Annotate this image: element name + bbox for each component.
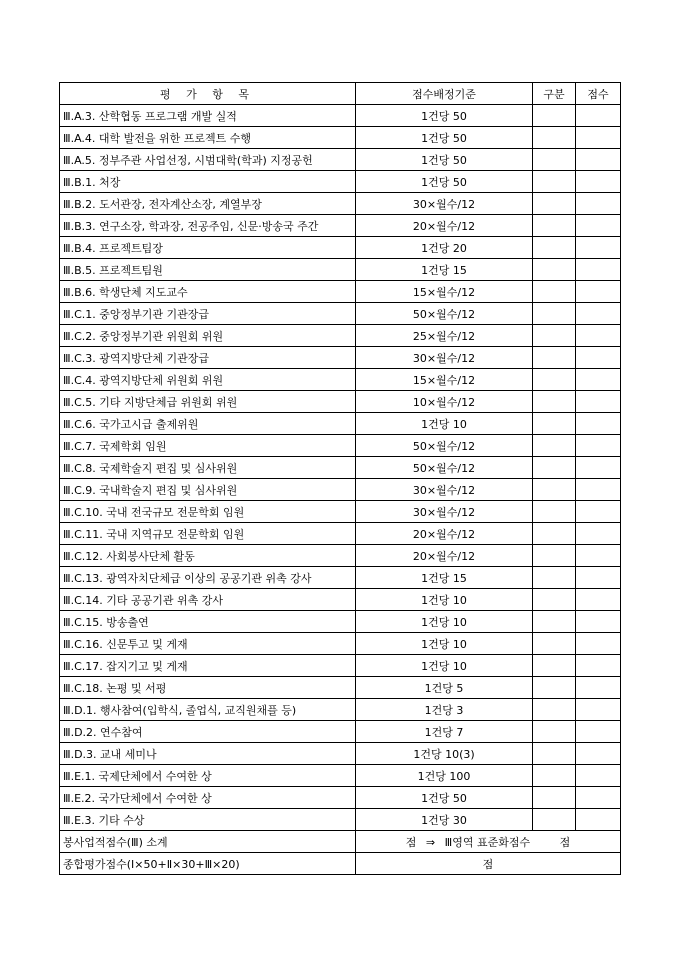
row-category-cell	[533, 655, 576, 677]
row-item: Ⅲ.C.4. 광역지방단체 위원회 위원	[60, 369, 356, 391]
row-criteria: 1건당 3	[356, 699, 533, 721]
row-category-cell	[533, 281, 576, 303]
row-category-cell	[533, 677, 576, 699]
row-criteria: 1건당 50	[356, 787, 533, 809]
row-criteria: 20×월수/12	[356, 215, 533, 237]
row-category-cell	[533, 787, 576, 809]
row-score-cell	[576, 567, 621, 589]
table-row	[60, 325, 621, 347]
table-row	[60, 413, 621, 435]
table-row	[60, 611, 621, 633]
row-item: Ⅲ.C.11. 국내 지역규모 전문학회 임원	[60, 523, 356, 545]
row-item: Ⅲ.C.7. 국제학회 임원	[60, 435, 356, 457]
table-row	[60, 545, 621, 567]
row-category-cell	[533, 171, 576, 193]
table-row	[60, 523, 621, 545]
total-label: 종합평가점수(Ⅰ×50+Ⅱ×30+Ⅲ×20)	[60, 853, 356, 875]
row-criteria: 30×월수/12	[356, 193, 533, 215]
row-criteria: 1건당 50	[356, 171, 533, 193]
row-score-cell	[576, 259, 621, 281]
row-item: Ⅲ.D.1. 행사참여(입학식, 졸업식, 교직원채플 등)	[60, 699, 356, 721]
row-criteria: 20×월수/12	[356, 545, 533, 567]
table-row	[60, 809, 621, 831]
row-criteria: 30×월수/12	[356, 347, 533, 369]
table-row	[60, 743, 621, 765]
row-item: Ⅲ.C.2. 중앙정부기관 위원회 위원	[60, 325, 356, 347]
table-row	[60, 347, 621, 369]
table-row	[60, 127, 621, 149]
table-row	[60, 391, 621, 413]
row-category-cell	[533, 369, 576, 391]
table-row	[60, 435, 621, 457]
row-criteria: 20×월수/12	[356, 523, 533, 545]
row-category-cell	[533, 611, 576, 633]
row-item: Ⅲ.A.5. 정부주관 사업선정, 시범대학(학과) 지정공헌	[60, 149, 356, 171]
row-criteria: 30×월수/12	[356, 501, 533, 523]
table-row	[60, 677, 621, 699]
row-criteria: 30×월수/12	[356, 479, 533, 501]
row-score-cell	[576, 677, 621, 699]
table-row	[60, 721, 621, 743]
row-criteria: 1건당 7	[356, 721, 533, 743]
row-score-cell	[576, 237, 621, 259]
row-category-cell	[533, 149, 576, 171]
row-criteria: 10×월수/12	[356, 391, 533, 413]
row-criteria: 1건당 50	[356, 149, 533, 171]
row-category-cell	[533, 633, 576, 655]
row-item: Ⅲ.C.10. 국내 전국규모 전문학회 임원	[60, 501, 356, 523]
row-category-cell	[533, 391, 576, 413]
row-criteria: 1건당 10(3)	[356, 743, 533, 765]
row-criteria: 1건당 10	[356, 589, 533, 611]
total-row	[60, 853, 621, 875]
row-item: Ⅲ.C.1. 중앙정부기관 기관장급	[60, 303, 356, 325]
row-score-cell	[576, 281, 621, 303]
table-row	[60, 105, 621, 127]
table-row	[60, 655, 621, 677]
table-row	[60, 765, 621, 787]
row-category-cell	[533, 765, 576, 787]
row-category-cell	[533, 809, 576, 831]
row-category-cell	[533, 347, 576, 369]
row-score-cell	[576, 787, 621, 809]
row-category-cell	[533, 193, 576, 215]
row-item: Ⅲ.B.4. 프로젝트팀장	[60, 237, 356, 259]
table-row	[60, 281, 621, 303]
row-category-cell	[533, 743, 576, 765]
row-score-cell	[576, 325, 621, 347]
row-criteria: 1건당 15	[356, 259, 533, 281]
row-score-cell	[576, 149, 621, 171]
row-score-cell	[576, 501, 621, 523]
table-row	[60, 259, 621, 281]
header-row	[60, 83, 621, 105]
row-score-cell	[576, 457, 621, 479]
row-item: Ⅲ.C.9. 국내학술지 편집 및 심사위원	[60, 479, 356, 501]
row-criteria: 15×월수/12	[356, 369, 533, 391]
row-criteria: 1건당 20	[356, 237, 533, 259]
header-category: 구분	[533, 83, 576, 105]
table-row	[60, 699, 621, 721]
row-score-cell	[576, 765, 621, 787]
row-item: Ⅲ.C.18. 논평 및 서평	[60, 677, 356, 699]
row-item: Ⅲ.E.1. 국제단체에서 수여한 상	[60, 765, 356, 787]
subtotal-value-cell	[356, 831, 621, 853]
table-row	[60, 457, 621, 479]
table-row	[60, 567, 621, 589]
table-row	[60, 303, 621, 325]
table-row	[60, 193, 621, 215]
row-category-cell	[533, 523, 576, 545]
row-score-cell	[576, 523, 621, 545]
row-category-cell	[533, 721, 576, 743]
row-item: Ⅲ.C.15. 방송출연	[60, 611, 356, 633]
row-score-cell	[576, 589, 621, 611]
header-score: 점수	[576, 83, 621, 105]
table-row	[60, 149, 621, 171]
row-score-cell	[576, 105, 621, 127]
row-criteria: 1건당 5	[356, 677, 533, 699]
row-item: Ⅲ.A.3. 산학협동 프로그램 개발 실적	[60, 105, 356, 127]
row-score-cell	[576, 391, 621, 413]
row-category-cell	[533, 501, 576, 523]
row-criteria: 1건당 30	[356, 809, 533, 831]
row-item: Ⅲ.E.2. 국가단체에서 수여한 상	[60, 787, 356, 809]
row-category-cell	[533, 105, 576, 127]
row-category-cell	[533, 589, 576, 611]
row-category-cell	[533, 699, 576, 721]
row-score-cell	[576, 193, 621, 215]
row-criteria: 1건당 10	[356, 655, 533, 677]
row-score-cell	[576, 633, 621, 655]
row-item: Ⅲ.C.13. 광역자치단체급 이상의 공공기관 위촉 강사	[60, 567, 356, 589]
row-score-cell	[576, 743, 621, 765]
table-row	[60, 501, 621, 523]
row-criteria: 1건당 15	[356, 567, 533, 589]
standardized-score-label: Ⅲ영역 표준화점수	[444, 835, 531, 849]
row-criteria: 1건당 50	[356, 105, 533, 127]
table-body	[60, 105, 621, 831]
row-item: Ⅲ.C.17. 잡지기고 및 게재	[60, 655, 356, 677]
row-score-cell	[576, 347, 621, 369]
row-category-cell	[533, 457, 576, 479]
row-item: Ⅲ.D.2. 연수참여	[60, 721, 356, 743]
total-points: 점	[356, 853, 621, 875]
row-criteria: 50×월수/12	[356, 435, 533, 457]
row-category-cell	[533, 127, 576, 149]
row-item: Ⅲ.E.3. 기타 수상	[60, 809, 356, 831]
header-criteria: 점수배정기준	[356, 83, 533, 105]
row-item: Ⅲ.C.16. 신문투고 및 게재	[60, 633, 356, 655]
row-score-cell	[576, 721, 621, 743]
row-item: Ⅲ.C.8. 국제학술지 편집 및 심사위원	[60, 457, 356, 479]
row-item: Ⅲ.C.3. 광역지방단체 기관장급	[60, 347, 356, 369]
row-item: Ⅲ.B.6. 학생단체 지도교수	[60, 281, 356, 303]
row-category-cell	[533, 303, 576, 325]
row-score-cell	[576, 545, 621, 567]
row-criteria: 1건당 10	[356, 611, 533, 633]
row-score-cell	[576, 699, 621, 721]
row-score-cell	[576, 479, 621, 501]
row-item: Ⅲ.B.2. 도서관장, 전자계산소장, 계열부장	[60, 193, 356, 215]
table-row	[60, 589, 621, 611]
header-item: 평 가 항 목	[60, 83, 356, 105]
evaluation-table	[59, 82, 621, 875]
row-score-cell	[576, 655, 621, 677]
row-item: Ⅲ.B.1. 처장	[60, 171, 356, 193]
row-score-cell	[576, 809, 621, 831]
row-criteria: 50×월수/12	[356, 303, 533, 325]
row-score-cell	[576, 127, 621, 149]
row-item: Ⅲ.A.4. 대학 발전을 위한 프로젝트 수행	[60, 127, 356, 149]
arrow-icon: ⇒	[425, 835, 436, 849]
row-score-cell	[576, 611, 621, 633]
row-category-cell	[533, 215, 576, 237]
subtotal-row	[60, 831, 621, 853]
row-category-cell	[533, 435, 576, 457]
subtotal-label: 봉사업적점수(Ⅲ) 소계	[60, 831, 356, 853]
row-category-cell	[533, 325, 576, 347]
row-score-cell	[576, 369, 621, 391]
row-criteria: 25×월수/12	[356, 325, 533, 347]
row-score-cell	[576, 215, 621, 237]
table-row	[60, 237, 621, 259]
row-criteria: 1건당 10	[356, 413, 533, 435]
row-criteria: 1건당 10	[356, 633, 533, 655]
table-row	[60, 633, 621, 655]
row-item: Ⅲ.D.3. 교내 세미나	[60, 743, 356, 765]
table-row	[60, 369, 621, 391]
row-criteria: 1건당 50	[356, 127, 533, 149]
row-item: Ⅲ.C.14. 기타 공공기관 위촉 강사	[60, 589, 356, 611]
row-criteria: 1건당 100	[356, 765, 533, 787]
table-row	[60, 479, 621, 501]
row-item: Ⅲ.C.12. 사회봉사단체 활동	[60, 545, 356, 567]
row-category-cell	[533, 545, 576, 567]
table-row	[60, 215, 621, 237]
row-category-cell	[533, 567, 576, 589]
row-category-cell	[533, 259, 576, 281]
subtotal-points-left: 점	[405, 835, 417, 849]
row-score-cell	[576, 435, 621, 457]
row-criteria: 15×월수/12	[356, 281, 533, 303]
row-category-cell	[533, 479, 576, 501]
row-score-cell	[576, 413, 621, 435]
row-item: Ⅲ.C.5. 기타 지방단체급 위원회 위원	[60, 391, 356, 413]
subtotal-points-right: 점	[559, 835, 571, 849]
row-criteria: 50×월수/12	[356, 457, 533, 479]
row-category-cell	[533, 237, 576, 259]
row-score-cell	[576, 303, 621, 325]
table-row	[60, 787, 621, 809]
row-category-cell	[533, 413, 576, 435]
row-item: Ⅲ.B.3. 연구소장, 학과장, 전공주임, 신문·방송국 주간	[60, 215, 356, 237]
row-score-cell	[576, 171, 621, 193]
row-item: Ⅲ.C.6. 국가고시급 출제위원	[60, 413, 356, 435]
row-item: Ⅲ.B.5. 프로젝트팀원	[60, 259, 356, 281]
table-row	[60, 171, 621, 193]
